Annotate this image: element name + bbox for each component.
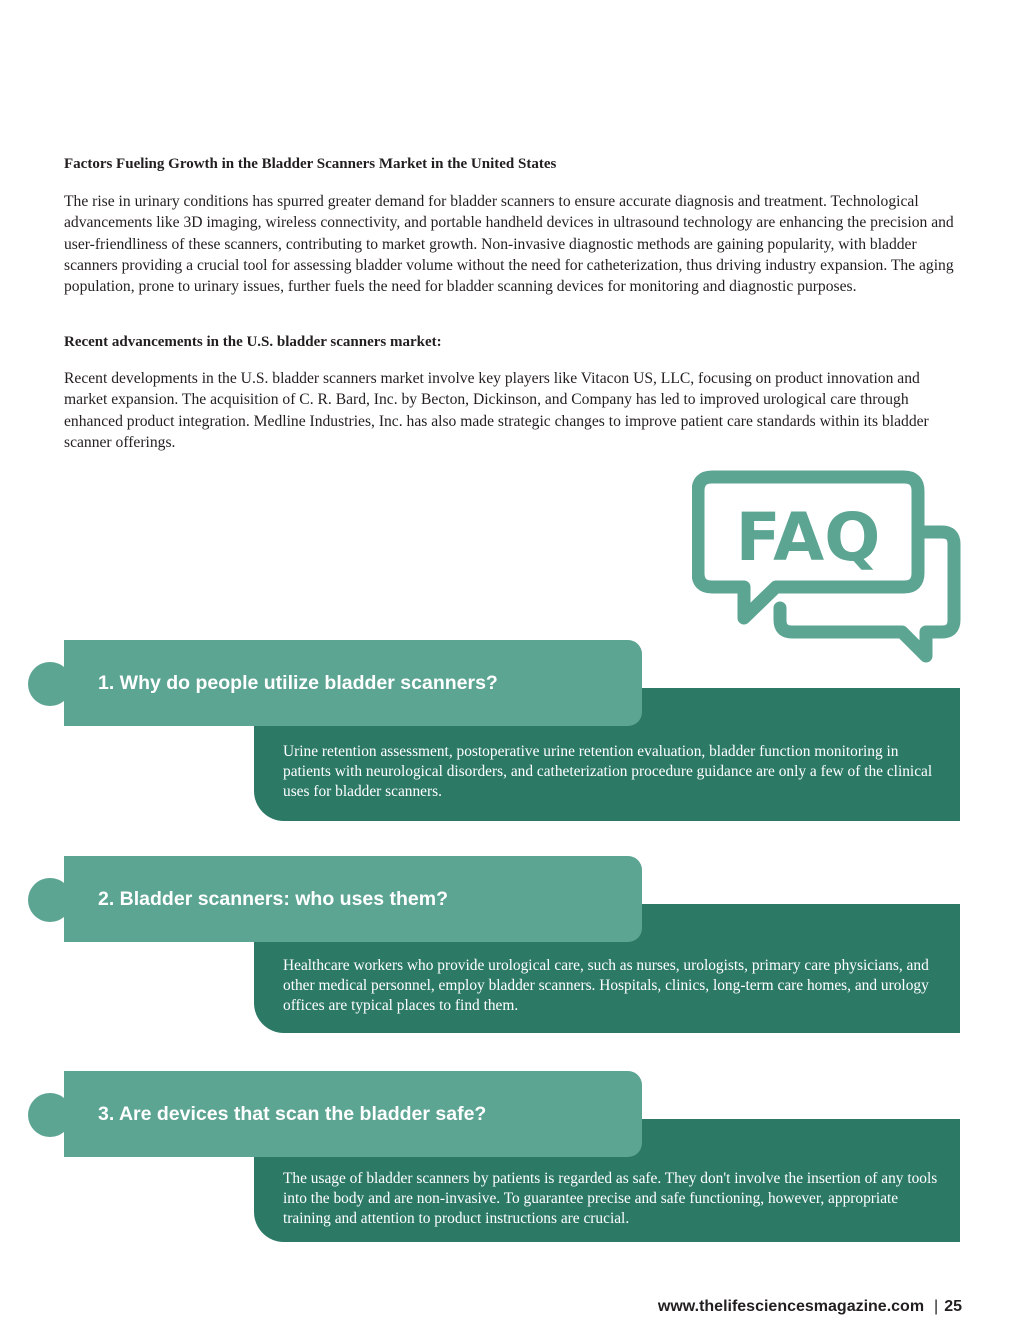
answer-text: The usage of bladder scanners by patients is regarded as safe. They don't involve the insertion of any tools into the body and are non-invasive. To guarantee precise and safe functioning, however, appropriate training and attention to product instructions are crucial.: [283, 1170, 938, 1227]
page-number: 25: [944, 1298, 962, 1315]
footer-separator: |: [934, 1298, 939, 1315]
page-footer: [658, 1298, 962, 1316]
faq-item-1: [0, 640, 1024, 850]
question-text: 1. Why do people utilize bladder scanners?: [98, 671, 498, 694]
question-banner: [64, 856, 642, 942]
question-banner: [64, 640, 642, 726]
question-banner: [64, 1071, 642, 1157]
answer-text: Urine retention assessment, postoperative urine retention evaluation, bladder function monitoring in patients with neurological disorders, and catheterization procedure guidance are only a few of the clinical uses for bladder scanners.: [283, 743, 933, 800]
section-heading-recent-advancements: Recent advancements in the U.S. bladder scanners market:: [64, 334, 442, 350]
question-text: 2. Bladder scanners: who uses them?: [98, 887, 449, 910]
faq-item-3: [0, 1071, 1024, 1281]
question-text: 3. Are devices that scan the bladder safe?: [98, 1102, 487, 1125]
faq-icon-label: FAQ: [735, 499, 881, 576]
faq-speech-bubbles-icon: [692, 470, 962, 665]
answer-text: Healthcare workers who provide urological care, such as nurses, urologists, primary care physicians, and other medical personnel, employ bladder scanners. Hospitals, clinics, long-term care homes, and urology offices are typical places to find them.: [283, 957, 929, 1014]
footer-website: www.thelifesciencesmagazine.com: [657, 1298, 925, 1315]
faq-item-2: [0, 856, 1024, 1066]
paragraph-growth-factors: The rise in urinary conditions has spurred greater demand for bladder scanners to ensure accurate diagnosis and treatment. Technological advancements like 3D imaging, wireless connectivity, and portable handheld devices in ultrasound technology are enhancing the precision and user-friendliness of these scanners, contributing to market growth. Non-invasive diagnostic methods are gaining popularity, with bladder scanners providing a crucial tool for assessing bladder volume without the need for catheterization, thus driving industry expansion. The aging population, prone to urinary issues, further fuels the need for bladder scanning devices for monitoring and diagnostic purposes.: [64, 193, 954, 296]
paragraph-recent-advancements: Recent developments in the U.S. bladder scanners market involve key players like Vitacon US, LLC, focusing on product innovation and market expansion. The acquisition of C. R. Bard, Inc. by Becton, Dickinson, and Company has led to improved urological care through enhanced product integration. Medline Industries, Inc. has also made strategic changes to improve patient care standards within its bladder scanner offerings.: [64, 370, 929, 451]
section-heading-growth-factors: Factors Fueling Growth in the Bladder Scanners Market in the United States: [64, 156, 557, 172]
